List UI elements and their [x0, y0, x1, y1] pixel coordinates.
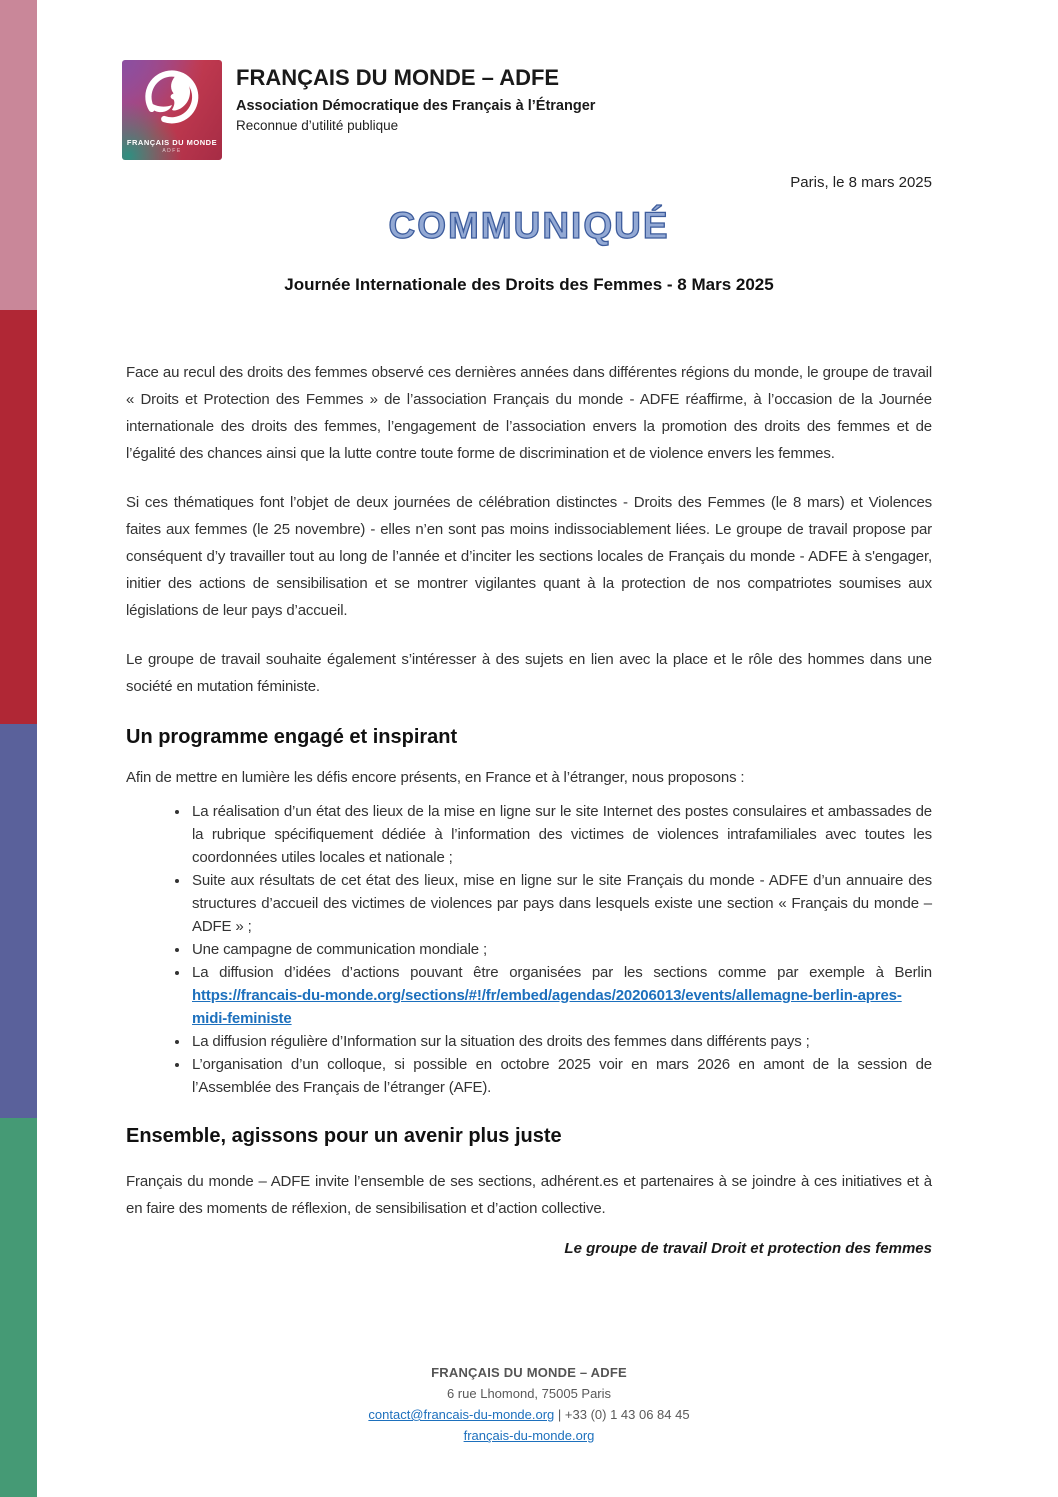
document-content — [126, 0, 932, 1257]
section-heading-programme: Un programme engagé et inspirant — [126, 726, 458, 748]
left-color-bars — [0, 0, 37, 1497]
logo-subtext: ADFE — [162, 148, 182, 154]
letterhead-text — [236, 60, 595, 160]
list-item-text: La diffusion d’idées d’actions pouvant être organisées par les sections comme par exemple à Berlin — [192, 964, 932, 981]
color-bar-pink — [0, 0, 37, 310]
footer-contact-line — [126, 1404, 932, 1425]
page-footer — [126, 1362, 932, 1446]
color-bar-green — [0, 1118, 37, 1497]
color-bar-blue — [0, 724, 37, 1118]
list-item: • Suite aux résultats de cet état des lieux, mise en ligne sur le site Français du monde - ADFE d’un annuaire des structures d’accueil des victimes de violences par pays dans lesquels existe une section « Français du monde – ADFE » ; — [190, 869, 932, 938]
logo-wordmark: FRANÇAIS DU MONDE — [126, 138, 218, 147]
paragraph-3: Le groupe de travail souhaite également s’intéresser à des sujets en lien avec la place et le rôle des hommes dans une société en mutation féministe. — [126, 651, 932, 695]
berlin-event-link[interactable]: https://francais-du-monde.org/sections/#!/fr/embed/agendas/20206013/events/allemagne-berlin-apres-midi-feministe — [192, 987, 902, 1027]
list-item: • L’organisation d’un colloque, si possible en octobre 2025 voir en mars 2026 en amont de la session de l’Assemblée des Français de l’étranger (AFE). — [190, 1053, 932, 1099]
paragraph-1: Face au recul des droits des femmes observé ces dernières années dans différentes régions du monde, le groupe de travail « Droits et Protection des Femmes » de l’association Français du monde - ADFE réaffirme, à l’occasion de la Journée internationale des droits des femmes, l’engagement de l’association envers la promotion des droits des femmes et de l’égalité des chances ainsi que la lutte contre toute forme de discrimination et de violence envers les femmes. — [126, 364, 932, 462]
document-subtitle: Journée Internationale des Droits des Femmes - 8 Mars 2025 — [284, 275, 774, 294]
list-item — [190, 961, 932, 1030]
color-bar-red — [0, 310, 37, 724]
org-status: Reconnue d’utilité publique — [236, 118, 399, 133]
org-logo — [122, 60, 222, 160]
list-item: • La réalisation d’un état des lieux de la mise en ligne sur le site Internet des postes consulaires et ambassades de la rubrique spécifiquement dédiée à l’information des victimes de violences intrafamiliales avec toutes les coordonnées utiles locales et nationale ; — [190, 800, 932, 869]
list-item: • Une campagne de communication mondiale ; — [190, 938, 932, 961]
dateline: Paris, le 8 mars 2025 — [790, 174, 932, 191]
org-name: FRANÇAIS DU MONDE – ADFE — [236, 65, 560, 90]
footer-org-name: FRANÇAIS DU MONDE – ADFE — [431, 1365, 627, 1380]
footer-separator: | — [554, 1407, 565, 1422]
org-description: Association Démocratique des Français à l’Étranger — [236, 98, 596, 114]
footer-website-link[interactable]: français-du-monde.org — [463, 1428, 595, 1443]
letterhead — [122, 60, 932, 160]
footer-phone: +33 (0) 1 43 06 84 45 — [564, 1407, 690, 1422]
list-item: • La diffusion régulière d’Information sur la situation des droits des femmes dans différents pays ; — [190, 1030, 932, 1053]
section-heading-ensemble: Ensemble, agissons pour un avenir plus juste — [126, 1125, 562, 1147]
bullet-list-intro: Afin de mettre en lumière les défis encore présents, en France et à l’étranger, nous proposons : — [126, 769, 745, 786]
footer-website-line — [126, 1425, 932, 1446]
footer-email-link[interactable]: contact@francais-du-monde.org — [368, 1407, 555, 1422]
footer-address: 6 rue Lhomond, 75005 Paris — [446, 1386, 612, 1401]
signature-line: Le groupe de travail Droit et protection des femmes — [564, 1240, 932, 1257]
document-title: COMMUNIQUÉ — [388, 205, 670, 246]
paragraph-2: Si ces thématiques font l’objet de deux journées de célébration distinctes - Droits des Femmes (le 8 mars) et Violences faites aux femmes (le 25 novembre) - elles n’en sont pas moins indissociablement liées. Le groupe de travail propose par conséquent d’y travailler tout au long de l’année et d’inciter les sections locales de Français du monde - ADFE à s'engager, initier des actions de sensibilisation et se montrer vigilantes quant à la protection de nos compatriotes soumises aux législations de leur pays d’accueil. — [126, 494, 932, 619]
closing-paragraph: Français du monde – ADFE invite l’ensemble de ses sections, adhérent.es et partenaires à se joindre à ces initiatives et à en faire des moments de réflexion, de sensibilisation et d’action collective. — [126, 1173, 932, 1217]
proposals-list — [126, 800, 932, 1099]
